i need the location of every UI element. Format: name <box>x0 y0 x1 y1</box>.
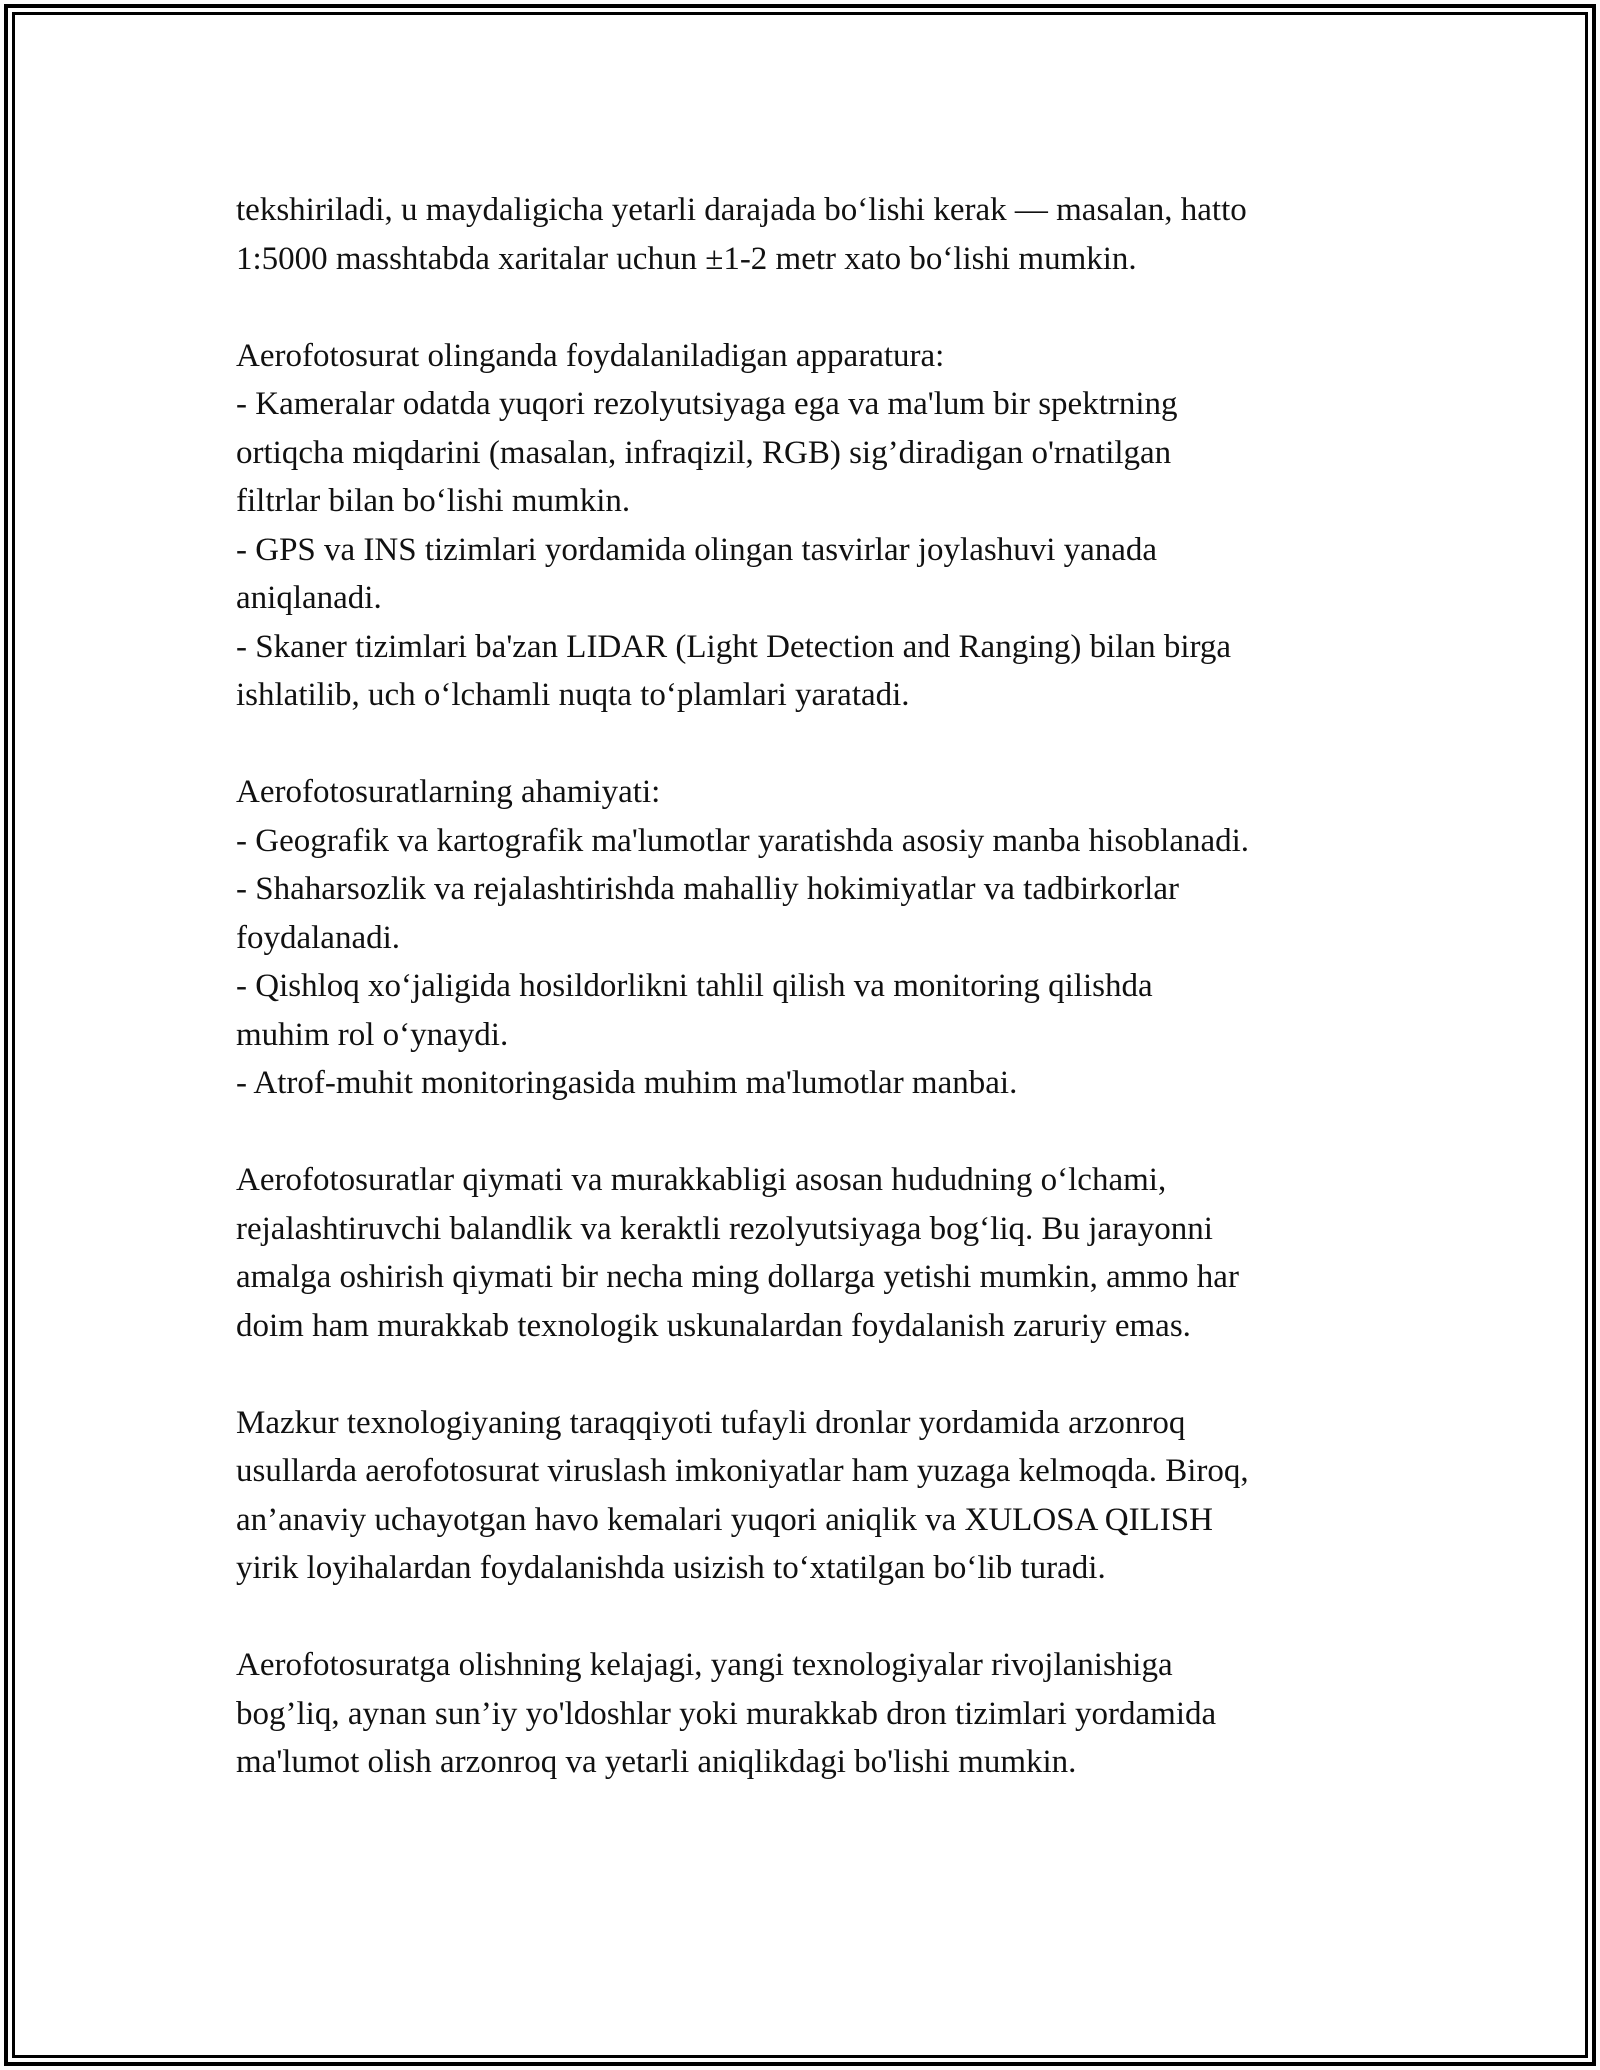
text-line: ma'lumot olish arzonroq va yetarli aniqlikdagi bo'lishi mumkin. <box>236 1744 1077 1780</box>
text-line: doim ham murakkab texnologik uskunalardan foydalanish zaruriy emas. <box>236 1307 1191 1344</box>
text-line: - Skaner tizimlari ba'zan LIDAR (Light Detection and Ranging) bilan birga <box>236 628 1232 665</box>
text-line: usullarda aerofotosurat viruslash imkoniyatlar ham yuzaga kelmoqda. Biroq, <box>236 1453 1249 1489</box>
text-line: ishlatilib, uch o‘lchamli nuqta to‘plamlari yaratadi. <box>236 677 910 713</box>
text-line: rejalashtiruvchi balandlik va keraktli rezolyutsiyaga bog‘liq. Bu jarayonni <box>236 1210 1213 1247</box>
paragraph <box>236 1641 1386 1787</box>
text-line: Mazkur texnologiyaning taraqqiyoti tufayli dronlar yordamida arzonroq <box>236 1404 1186 1441</box>
text-line: - Geografik va kartografik ma'lumotlar yaratishda asosiy manba hisoblanadi. <box>236 822 1250 859</box>
text-line: bog’liq, aynan sun’iy yo'ldoshlar yoki murakkab dron tizimlari yordamida <box>236 1695 1217 1732</box>
text-line: - GPS va INS tizimlari yordamida olingan tasvirlar joylashuvi yanada <box>236 531 1158 568</box>
text-line: foydalanadi. <box>236 919 401 956</box>
text-line: yirik loyihalardan foydalanishda usizish to‘xtatilgan bo‘lib turadi. <box>236 1550 1106 1586</box>
text-line: aniqlanadi. <box>236 580 382 616</box>
text-line: 1:5000 masshtabda xaritalar uchun ±1-2 metr xato bo‘lishi mumkin. <box>236 240 1137 277</box>
paragraph <box>236 1399 1386 1593</box>
text-line: muhim rol o‘ynaydi. <box>236 1016 509 1053</box>
text-line: Aerofotosuratlarning ahamiyati: <box>236 774 661 810</box>
paragraph <box>236 332 1386 720</box>
text-line: - Atrof-muhit monitoringasida muhim ma'lumotlar manbai. <box>236 1065 1018 1101</box>
text-line: - Shaharsozlik va rejalashtirishda mahalliy hokimiyatlar va tadbirkorlar <box>236 871 1179 907</box>
text-line: filtrlar bilan bo‘lishi mumkin. <box>236 483 631 519</box>
paragraph <box>236 768 1386 1108</box>
paragraph <box>236 186 1386 283</box>
text-line: - Kameralar odatda yuqori rezolyutsiyaga ega va ma'lum bir spektrning <box>236 386 1178 422</box>
text-line: Aerofotosuratlar qiymati va murakkabligi asosan hududning o‘lchami, <box>236 1162 1167 1198</box>
text-line: - Qishloq xo‘jaligida hosildorlikni tahlil qilish va monitoring qilishda <box>236 968 1153 1004</box>
document-body <box>236 186 1386 1835</box>
paragraph <box>236 1156 1386 1350</box>
text-line: tekshiriladi, u maydaligicha yetarli darajada bo‘lishi kerak — masalan, hatto <box>236 192 1247 228</box>
text-line: ortiqcha miqdarini (masalan, infraqizil, RGB) sig’diradigan o'rnatilgan <box>236 434 1172 471</box>
text-line: an’anaviy uchayotgan havo kemalari yuqori aniqlik va XULOSA QILISH <box>236 1501 1213 1538</box>
text-line: amalga oshirish qiymati bir necha ming dollarga yetishi mumkin, ammo har <box>236 1259 1239 1295</box>
text-line: Aerofotosurat olinganda foydalaniladigan apparatura: <box>236 337 945 374</box>
text-line: Aerofotosuratga olishning kelajagi, yangi texnologiyalar rivojlanishiga <box>236 1647 1173 1683</box>
